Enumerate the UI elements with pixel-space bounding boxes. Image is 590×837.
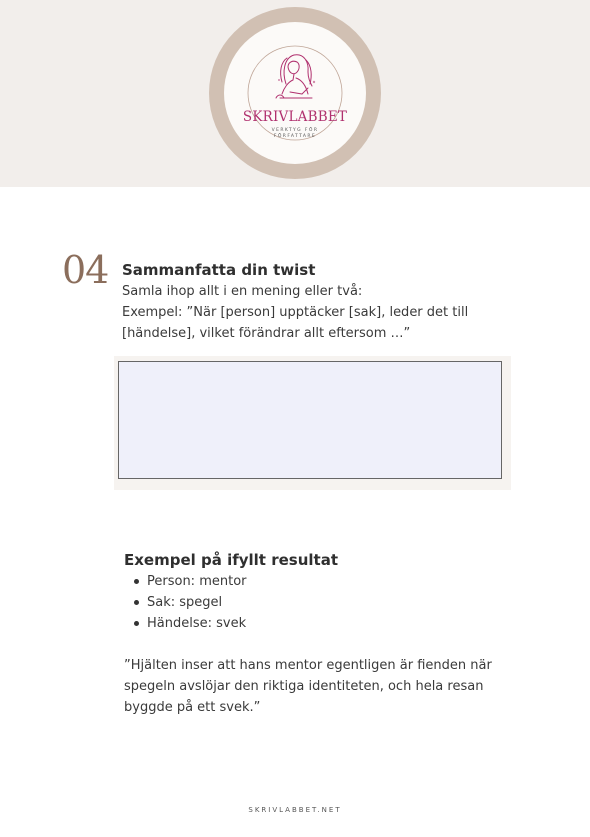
logo-badge <box>209 7 381 179</box>
list-item: Händelse: svek <box>124 613 247 634</box>
list-item: Sak: spegel <box>124 592 247 613</box>
logo <box>224 22 366 164</box>
twist-summary-input[interactable] <box>118 361 502 479</box>
list-item: Person: mentor <box>124 571 247 592</box>
answer-frame <box>114 356 511 490</box>
instruction-line-2: Exempel: ”När [person] upptäcker [sak], leder det till <box>122 305 469 320</box>
example-list <box>124 571 247 634</box>
step-number: 04 <box>62 248 109 292</box>
quote-line-1: ”Hjälten inser att hans mentor egentligen är fienden när <box>124 658 492 673</box>
quote-line-3: byggde på ett svek.” <box>124 700 261 715</box>
instruction-line-1: Samla ihop allt i en mening eller två: <box>122 284 363 299</box>
example-title: Exempel på ifyllt resultat <box>124 551 338 569</box>
writer-illustration-icon <box>224 22 366 164</box>
brand-name: SKRIVLABBET <box>242 109 348 125</box>
quote-line-2: spegeln avslöjar den riktiga identiteten, och hela resan <box>124 679 484 694</box>
section-title: Sammanfatta din twist <box>122 261 316 279</box>
footer-url[interactable]: SKRIVLABBET.NET <box>248 806 342 814</box>
instruction-line-3: [händelse], vilket förändrar allt eftersom …” <box>122 326 411 341</box>
example-quote <box>124 655 524 718</box>
brand-tagline-1: VERKTYG FÖR <box>271 128 319 133</box>
brand-tagline-2: FÖRFATTARE <box>273 134 317 139</box>
header-band <box>0 0 590 187</box>
